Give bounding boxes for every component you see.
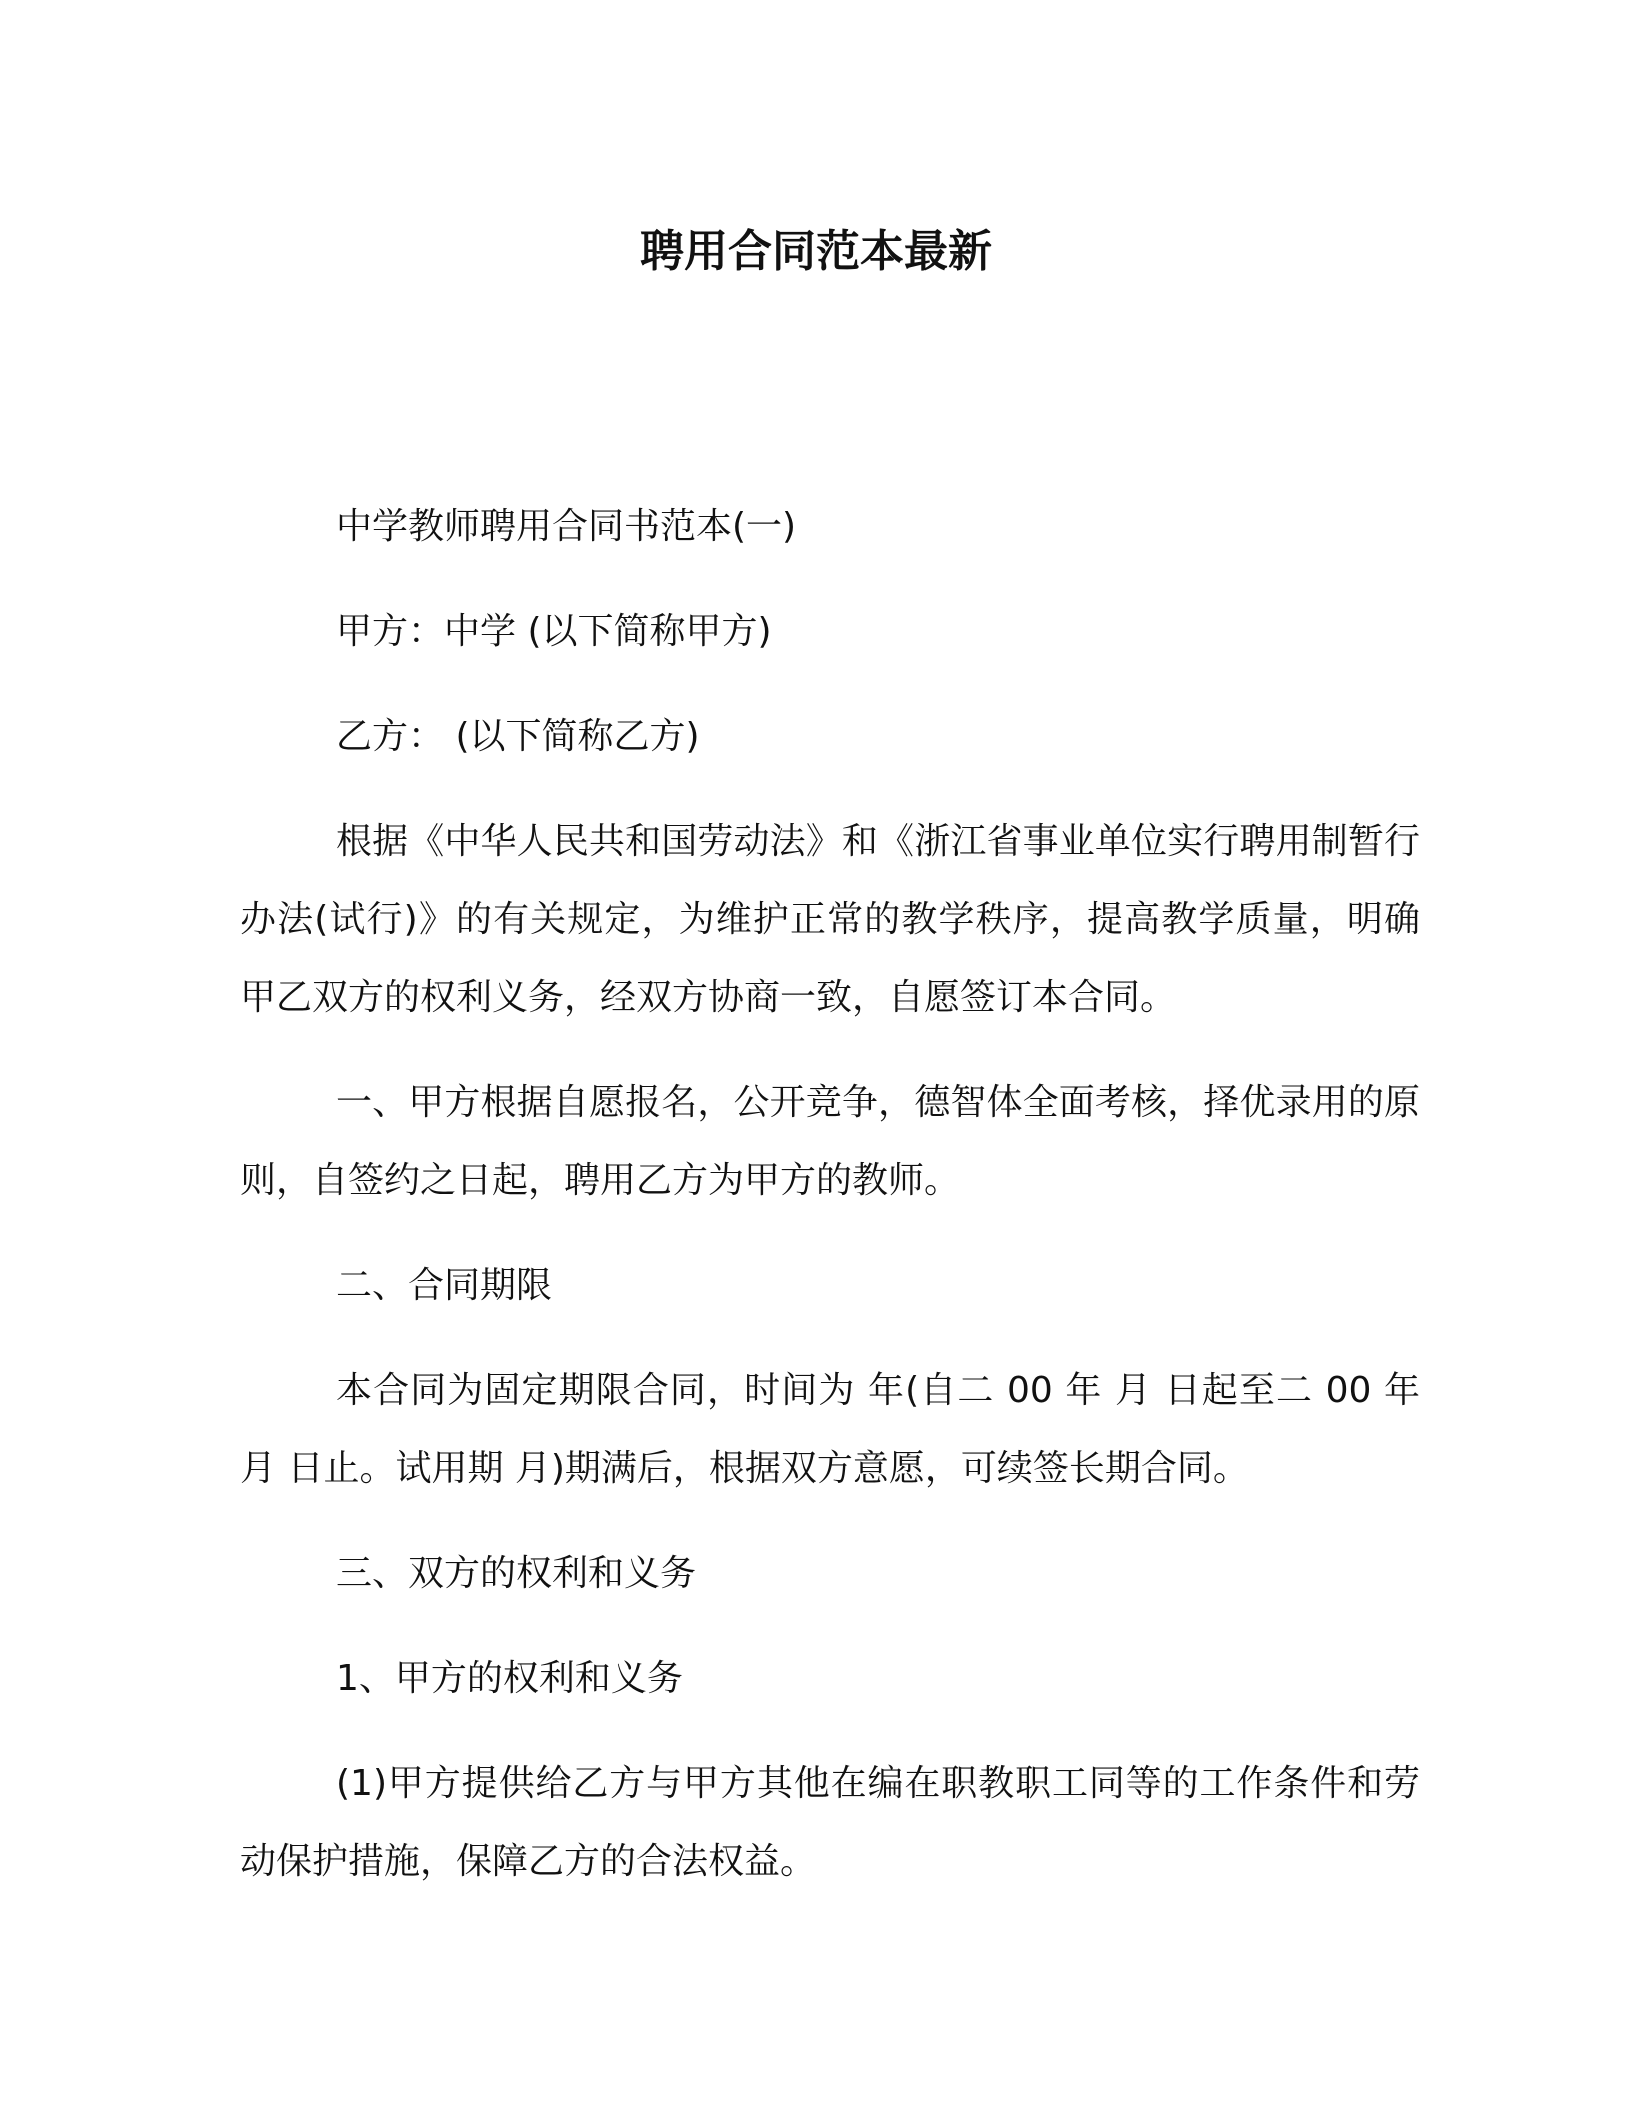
heading-party-a-rights: 1、甲方的权利和义务: [336, 1658, 683, 1699]
document-title: 聘用合同范本最新: [640, 226, 992, 277]
paragraph-clause-1: 一、甲方根据自愿报名，公开竞争，德智体全面考核，择优录用的原则，自签约之日起，聘用乙方为甲方的教师。: [240, 1082, 1420, 1201]
document-body: [240, 488, 1420, 1928]
paragraph-subtitle: 中学教师聘用合同书范本(一): [336, 506, 797, 547]
heading-rights-obligations: 三、双方的权利和义务: [336, 1553, 697, 1594]
paragraph-party-a-item-1: (1)甲方提供给乙方与甲方其他在编在职教职工同等的工作条件和劳动保护措施，保障乙方的合法权益。: [240, 1763, 1420, 1882]
paragraph-preamble: 根据《中华人民共和国劳动法》和《浙江省事业单位实行聘用制暂行办法(试行)》的有关规定，为维护正常的教学秩序，提高教学质量，明确甲乙双方的权利义务，经双方协商一致，自愿签订本合同。: [240, 821, 1420, 1018]
heading-contract-term: 二、合同期限: [336, 1265, 553, 1306]
paragraph-party-a: 甲方：中学 (以下简称甲方): [336, 611, 772, 652]
paragraph-party-b: 乙方： (以下简称乙方): [336, 716, 700, 757]
paragraph-contract-term: 本合同为固定期限合同，时间为 年(自二 00 年 月 日起至二 00 年 月 日止。试用期 月)期满后，根据双方意愿，可续签长期合同。: [240, 1370, 1420, 1489]
